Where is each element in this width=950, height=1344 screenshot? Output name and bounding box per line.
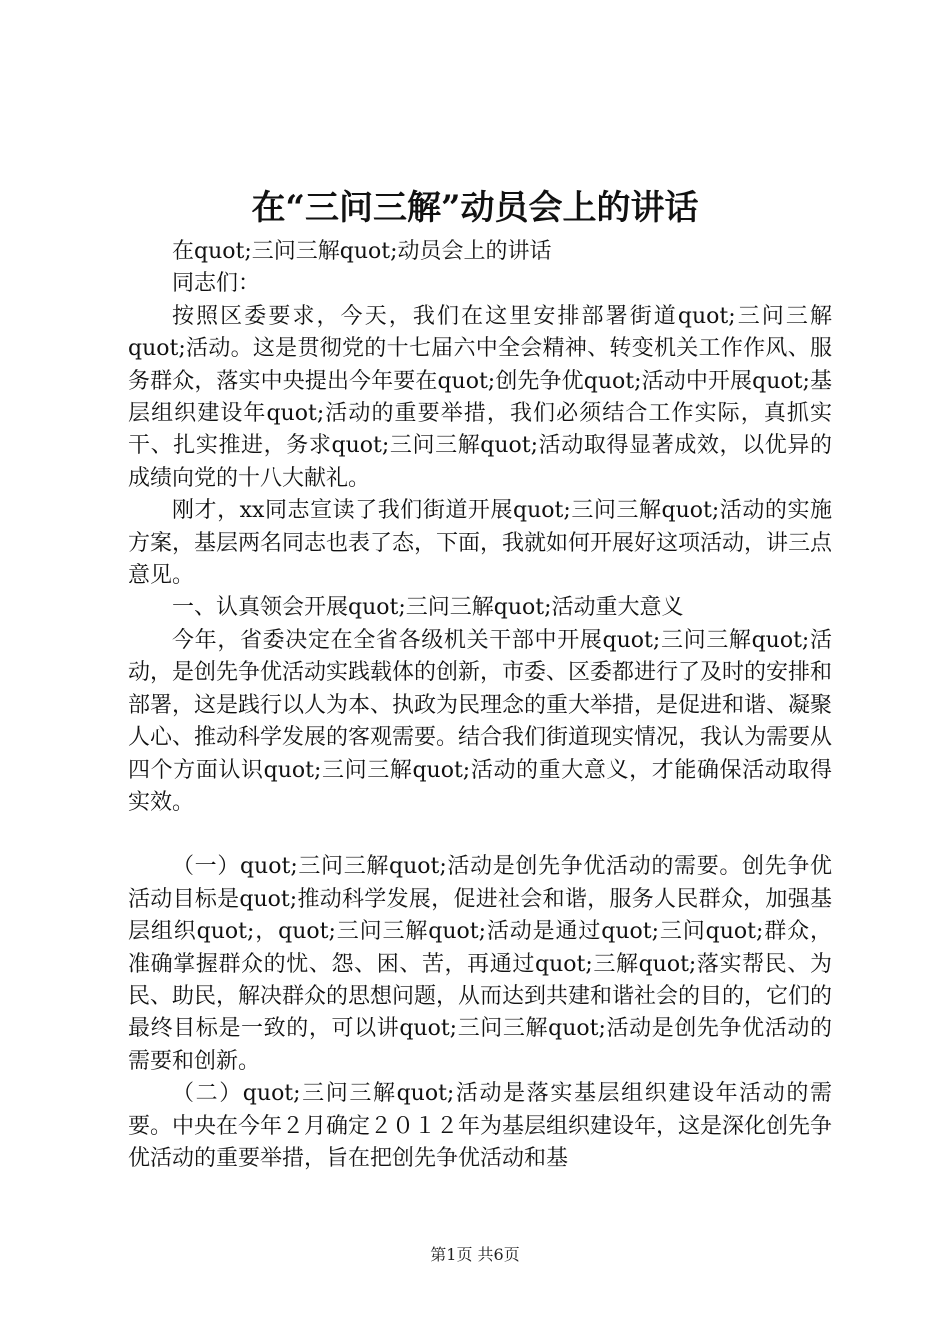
paragraph: 今年，省委决定在全省各级机关干部中开展quot;三问三解quot;活动，是创先争优活动实践载体的创新，市委、区委都进行了及时的安排和部署，这是践行以人为本、执政为民理念的重大举措，是促进和谐、凝聚人心、推动科学发展的客观需要。结合我们街道现实情况，我认为需要从四个方面认识quot;三问三解quot;活动的重大意义，才能确保活动取得实效。 bbox=[128, 627, 833, 815]
heading-repeat: 在quot;三问三解quot;动员会上的讲话 bbox=[172, 239, 552, 264]
paragraph: （一）quot;三问三解quot;活动是创先争优活动的需要。创先争优活动目标是quot;推动科学发展，促进社会和谐，服务人民群众，加强基层组织quot;，quot;三问三解quot;活动是通过quot;三问quot;群众，准确掌握群众的忧、怨、困、苦，再通过quot;三解quot;落实帮民、为民、助民，解决群众的思想问题，从而达到共建和谐社会的目的，它们的最终目标是一致的，可以讲quot;三问三解quot;活动是创先争优活动的需要和创新。 bbox=[128, 854, 833, 1074]
document-body bbox=[128, 236, 832, 1175]
paragraph: 刚才，xx同志宣读了我们街道开展quot;三问三解quot;活动的实施方案，基层两名同志也表了态，下面，我就如何开展好这项活动，讲三点意见。 bbox=[128, 498, 833, 589]
paragraph: 按照区委要求，今天，我们在这里安排部署街道quot;三问三解quot;活动。这是贯彻党的十七届六中全会精神、转变机关工作作风、服务群众，落实中央提出今年要在quot;创先争优quot;活动中开展quot;基层组织建设年quot;活动的重要举措，我们必须结合工作实际，真抓实干、扎实推进，务求quot;三问三解quot;活动取得显著成效，以优异的成绩向党的十八大献礼。 bbox=[128, 303, 832, 491]
salutation: 同志们： bbox=[172, 271, 261, 297]
paragraph: （二）quot;三问三解quot;活动是落实基层组织建设年活动的需要。中央在今年２月确定２０１２年为基层组织建设年，这是深化创先争优活动的重要举措，旨在把创先争优活动和基 bbox=[128, 1081, 833, 1171]
document-title: 在“三问三解”动员会上的讲话 bbox=[251, 188, 699, 228]
page-footer: 第1页 共6页 bbox=[430, 1245, 520, 1264]
section-heading: 一、认真领会开展quot;三问三解quot;活动重大意义 bbox=[172, 595, 684, 621]
